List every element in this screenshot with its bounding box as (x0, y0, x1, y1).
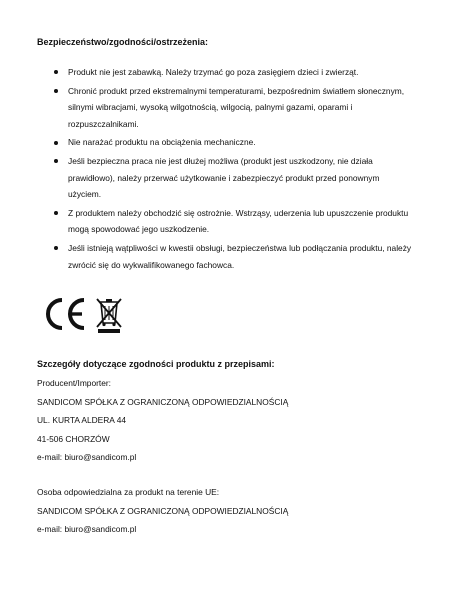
bullet-text: Produkt nie jest zabawką. Należy trzymać go poza zasięgiem dzieci i zwierząt. (68, 67, 359, 77)
bullet-icon (54, 89, 58, 93)
eu-rep-email: e-mail: biuro@sandicom.pl (37, 524, 137, 535)
producer-block (37, 374, 288, 467)
bullet-icon (54, 246, 58, 250)
list-item (54, 240, 414, 273)
bullet-icon (54, 159, 58, 163)
list-item (54, 64, 414, 81)
certification-marks (44, 294, 124, 334)
bullet-icon (54, 211, 58, 215)
safety-heading: Bezpieczeństwo/zgodności/ostrzeżenia: (37, 37, 209, 47)
safety-bullet-list (54, 64, 414, 275)
ce-mark-icon (48, 300, 84, 328)
bullet-text: Chronić produkt przed ekstremalnymi temperaturami, bezpośrednim światłem słonecznym, silnymi wibracjami, wysoką wilgotnością, wilgocią, palnymi gazami, oparami i rozpuszczalnikami. (68, 85, 405, 129)
bullet-text: Jeśli bezpieczna praca nie jest dłużej możliwa (produkt jest uszkodzony, nie działa prawidłowo), należy przerwać użytkowanie i zabezpieczyć produkt przed ponownym użyciem. (68, 155, 380, 200)
bullet-text: Jeśli istnieją wątpliwości w kwestii obsługi, bezpieczeństwa lub podłączania produktu, należy zwrócić się do wykwalifikowanego fachowca. (68, 242, 412, 270)
eu-rep-name: SANDICOM SPÓŁKA Z OGRANICZONĄ ODPOWIEDZIALNOŚCIĄ (37, 505, 289, 516)
compliance-heading: Szczegóły dotyczące zgodności produktu z przepisami: (37, 359, 275, 369)
bullet-text: Z produktem należy obchodzić się ostrożnie. Wstrząsy, uderzenia lub upuszczenie produktu mogą spowodować jego uszkodzenie. (68, 207, 409, 235)
list-item (54, 134, 414, 151)
bullet-text: Nie narażać produktu na obciążenia mechaniczne. (68, 137, 256, 148)
eu-rep-label: Osoba odpowiedzialna za produkt na terenie UE: (37, 487, 220, 497)
eu-representative-block (37, 483, 288, 539)
producer-email: e-mail: biuro@sandicom.pl (37, 452, 137, 463)
weee-bin-icon (97, 299, 121, 333)
list-item (54, 83, 414, 133)
list-item (54, 205, 414, 238)
producer-label: Producent/Importer: (37, 378, 112, 388)
list-item (54, 153, 414, 203)
bullet-icon (54, 70, 58, 74)
producer-name: SANDICOM SPÓŁKA Z OGRANICZONĄ ODPOWIEDZIALNOŚCIĄ (37, 396, 289, 407)
producer-street: UL. KURTA ALDERA 44 (37, 415, 127, 426)
bullet-icon (54, 141, 58, 145)
producer-city: 41-506 CHORZÓW (37, 433, 110, 444)
